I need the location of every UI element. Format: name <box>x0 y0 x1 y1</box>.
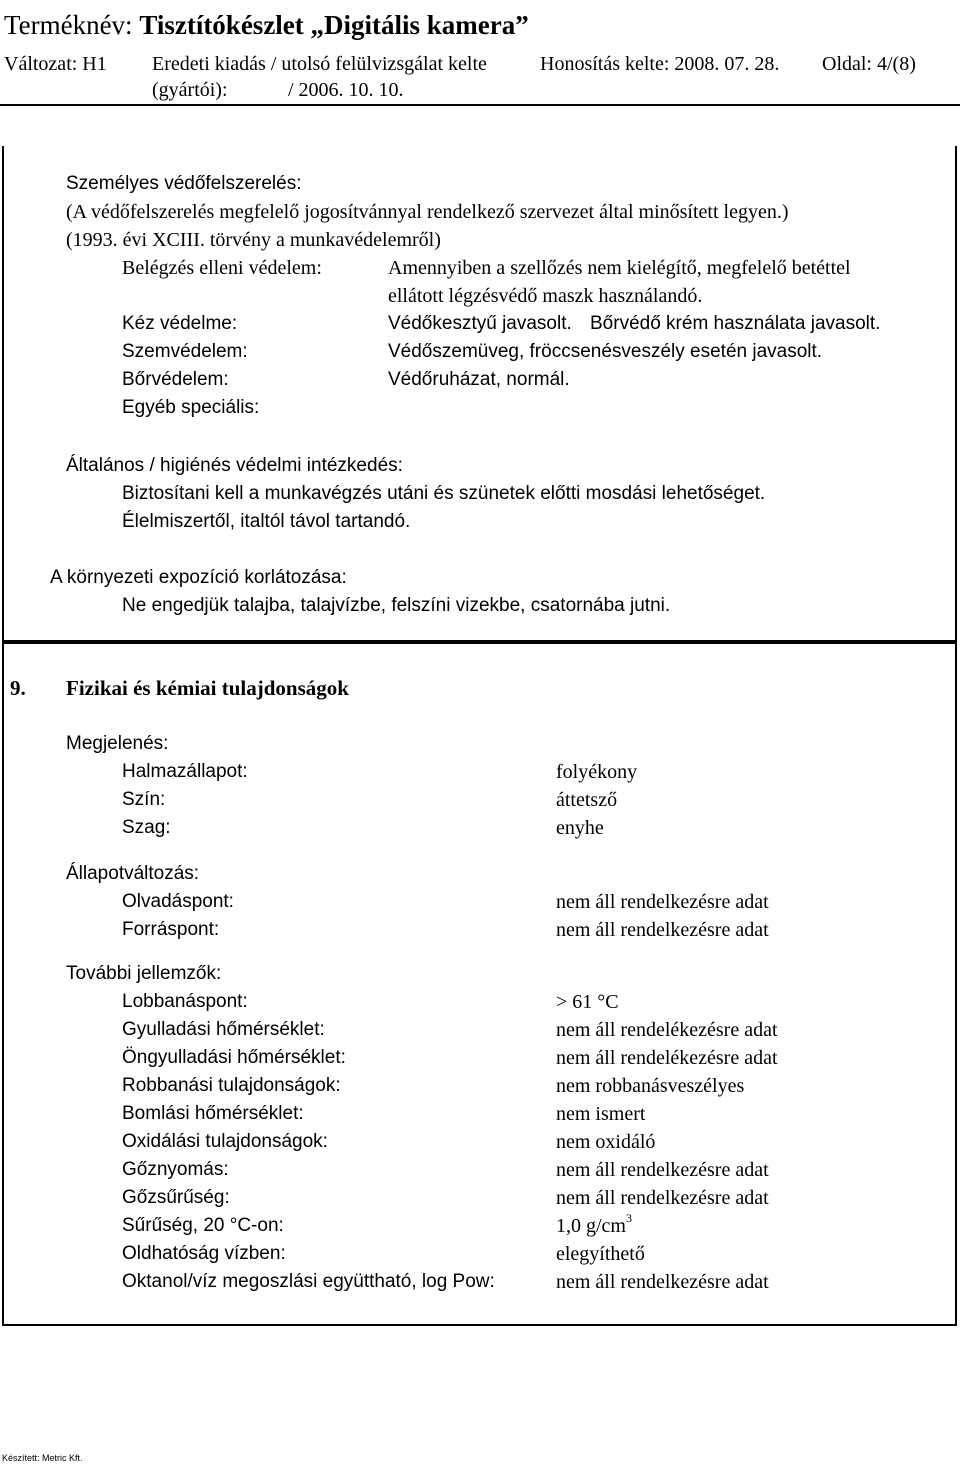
property-value-text: folyékony <box>556 761 638 783</box>
skin-value: Védőruházat, normál. <box>388 369 570 390</box>
product-title <box>4 8 529 42</box>
property-label: Gőzsűrűség: <box>122 1187 230 1208</box>
property-value <box>556 786 617 814</box>
property-value-text: nem robbanásveszélyes <box>556 1075 745 1097</box>
property-value-text: nem áll rendelékezésre adat <box>556 1019 778 1041</box>
property-value <box>556 1044 778 1072</box>
hygiene-line2: Élelmiszertől, italtól távol tartandó. <box>122 511 411 532</box>
property-value <box>556 988 619 1016</box>
document-header <box>0 0 960 106</box>
property-value-text: > 61 °C <box>556 991 619 1013</box>
property-label: Lobbanáspont: <box>122 991 248 1012</box>
property-label: Szag: <box>122 817 171 838</box>
property-value-text: nem oxidáló <box>556 1131 656 1153</box>
section-9-number: 9. <box>10 676 26 700</box>
respiratory-label: Belégzés elleni védelem: <box>122 257 322 279</box>
property-value <box>556 1212 632 1240</box>
property-value <box>556 916 769 944</box>
validation-date: Honosítás kelte: 2008. 07. 28. <box>540 53 780 75</box>
hand-value-2: Bőrvédő krém használata javasolt. <box>590 313 881 334</box>
property-value <box>556 1156 769 1184</box>
property-value-text: nem áll rendelkezésre adat <box>556 1187 769 1209</box>
version: Változat: H1 <box>4 53 107 75</box>
ppe-note-line2: (1993. évi XCIII. törvény a munkavédelemről) <box>66 229 441 251</box>
property-value <box>556 1100 645 1128</box>
property-label: Robbanási tulajdonságok: <box>122 1075 341 1096</box>
property-value-text: 1,0 g/cm <box>556 1215 626 1237</box>
issue-label-2: (gyártói): <box>152 79 228 101</box>
other-special-label: Egyéb speciális: <box>122 397 260 418</box>
property-label: Olvadáspont: <box>122 891 234 912</box>
property-value <box>556 1016 778 1044</box>
environment-heading: A környezeti expozíció korlátozása: <box>50 567 347 588</box>
footer-credit: Készített: Metric Kft. <box>2 1453 83 1463</box>
respiratory-value1: Amennyiben a szellőzés nem kielégítő, megfelelő betéttel <box>388 257 851 279</box>
property-label: Bomlási hőmérséklet: <box>122 1103 304 1124</box>
property-value-text: nem áll rendelkezésre adat <box>556 919 769 941</box>
state-heading: Állapotváltozás: <box>66 863 200 884</box>
other-properties-heading: További jellemzők: <box>66 963 222 984</box>
property-label: Oxidálási tulajdonságok: <box>122 1131 328 1152</box>
respiratory-value2: ellátott légzésvédő maszk használandó. <box>388 285 703 307</box>
ppe-note-line1: (A védőfelszerelés megfelelő jogosítvánnyal rendelkező szervezet által minősített legyen.) <box>66 201 789 223</box>
property-label: Szín: <box>122 789 166 810</box>
property-label: Halmazállapot: <box>122 761 248 782</box>
property-label: Oldhatóság vízben: <box>122 1243 286 1264</box>
property-value-text: elegyíthető <box>556 1243 645 1265</box>
property-value <box>556 1184 769 1212</box>
property-value <box>556 1268 769 1296</box>
hand-label: Kéz védelme: <box>122 313 238 334</box>
property-value-text: nem ismert <box>556 1103 646 1125</box>
section-9-title: Fizikai és kémiai tulajdonságok <box>66 676 349 700</box>
property-value-text: nem áll rendelékezésre adat <box>556 1047 778 1069</box>
eye-value: Védőszemüveg, fröccsenésveszély esetén javasolt. <box>388 341 823 362</box>
property-value-text: nem áll rendelkezésre adat <box>556 1159 769 1181</box>
property-value <box>556 1240 645 1268</box>
issue-date: / 2006. 10. 10. <box>288 79 404 101</box>
property-value <box>556 1128 655 1156</box>
property-value <box>556 758 637 786</box>
appearance-heading: Megjelenés: <box>66 733 169 754</box>
environment-line1: Ne engedjük talajba, talajvízbe, felszíni vizekbe, csatornába jutni. <box>122 595 671 616</box>
property-value-text: áttetsző <box>556 789 618 811</box>
property-label: Gőznyomás: <box>122 1159 229 1180</box>
issue-label: Eredeti kiadás / utolsó felülvizsgálat kelte <box>152 53 487 75</box>
property-value-text: enyhe <box>556 817 604 839</box>
property-label: Oktanol/víz megoszlási együttható, log Pow: <box>122 1271 495 1292</box>
property-value <box>556 888 769 916</box>
property-value-text: nem áll rendelkezésre adat <box>556 1271 769 1293</box>
property-label: Forráspont: <box>122 919 220 940</box>
property-label: Sűrűség, 20 °C-on: <box>122 1215 284 1236</box>
hygiene-line1: Biztosítani kell a munkavégzés utáni és szünetek előtti mosdási lehetőséget. <box>122 483 766 504</box>
ppe-heading: Személyes védőfelszerelés: <box>66 173 302 194</box>
property-value <box>556 1072 744 1100</box>
hygiene-heading: Általános / higiénés védelmi intézkedés: <box>66 455 403 476</box>
hand-value: Védőkesztyű javasolt. <box>388 313 572 334</box>
eye-label: Szemvédelem: <box>122 341 248 362</box>
property-value-text: nem áll rendelkezésre adat <box>556 891 769 913</box>
product-title-label: Terméknév: <box>4 10 133 40</box>
property-value <box>556 814 604 842</box>
skin-label: Bőrvédelem: <box>122 369 229 390</box>
product-name: Tisztítókészlet „Digitális kamera” <box>139 10 529 40</box>
property-value-superscript: 3 <box>626 1211 632 1226</box>
property-label: Gyulladási hőmérséklet: <box>122 1019 325 1040</box>
property-label: Öngyulladási hőmérséklet: <box>122 1047 346 1068</box>
page-number: Oldal: 4/(8) <box>822 53 916 75</box>
